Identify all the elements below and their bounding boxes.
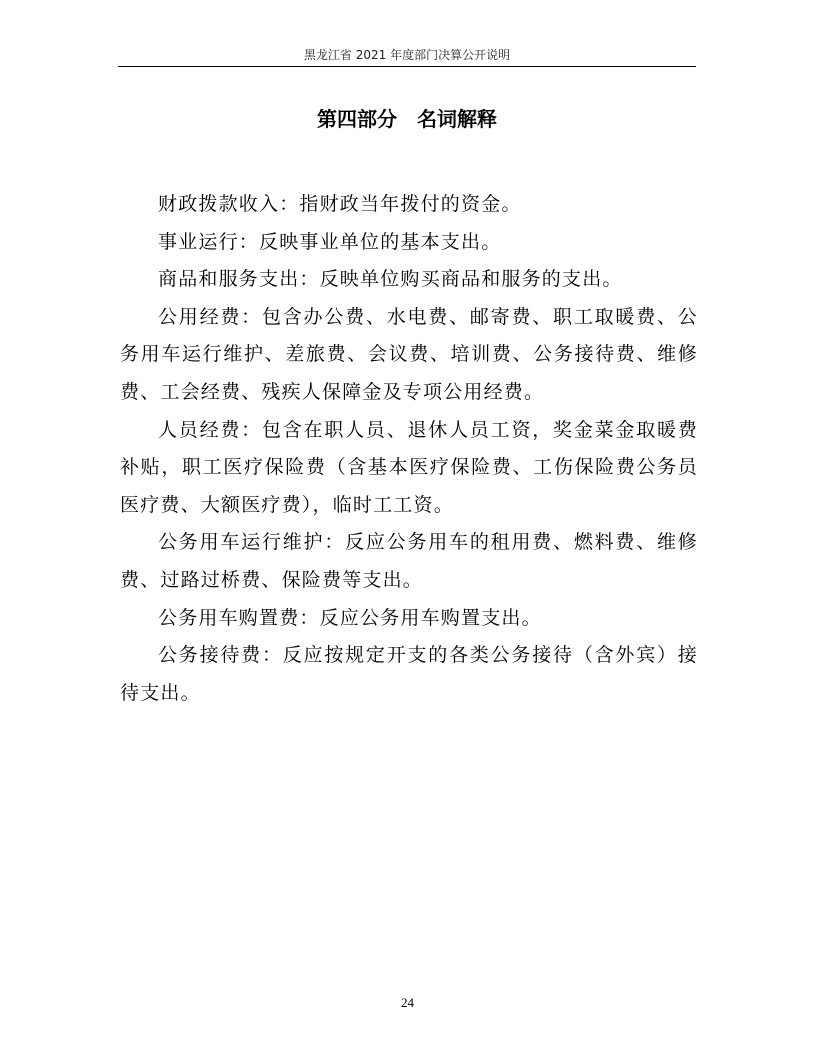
paragraph-vehicle-operation-maintenance: 公务用车运行维护：反应公务用车的租用费、燃料费、维修费、过路过桥费、保险费等支出。 — [120, 531, 698, 591]
paragraph-institution-operation: 事业运行：反映事业单位的基本支出。 — [158, 230, 502, 253]
header-rule — [118, 66, 696, 67]
running-header: 黑龙江省 2021 年度部门决算公开说明 — [303, 48, 511, 62]
paragraph-official-reception: 公务接待费：反应按规定开支的各类公务接待（含外宾）接待支出。 — [120, 644, 698, 704]
paragraph-fiscal-appropriation-income: 财政拨款收入：指财政当年拨付的资金。 — [158, 193, 522, 215]
section-title: 第四部分 名词解释 — [317, 107, 497, 131]
paragraph-public-funds: 公用经费：包含办公费、水电费、邮寄费、职工取暖费、公务用车运行维护、差旅费、会议费、培训费、公务接待费、维修费、工会经费、残疾人保障金及专项公用经费。 — [120, 305, 698, 403]
page-number: 24 — [401, 995, 414, 1010]
paragraph-goods-services-expenditure: 商品和服务支出：反映单位购买商品和服务的支出。 — [158, 268, 623, 291]
paragraph-vehicle-purchase: 公务用车购置费：反应公务用车购置支出。 — [158, 606, 542, 629]
body-text — [120, 186, 698, 712]
paragraph-personnel-funds: 人员经费：包含在职人员、退休人员工资，奖金菜金取暖费补贴，职工医疗保险费（含基本医疗保险费、工伤保险费公务员医疗费、大额医疗费），临时工工资。 — [120, 418, 698, 516]
